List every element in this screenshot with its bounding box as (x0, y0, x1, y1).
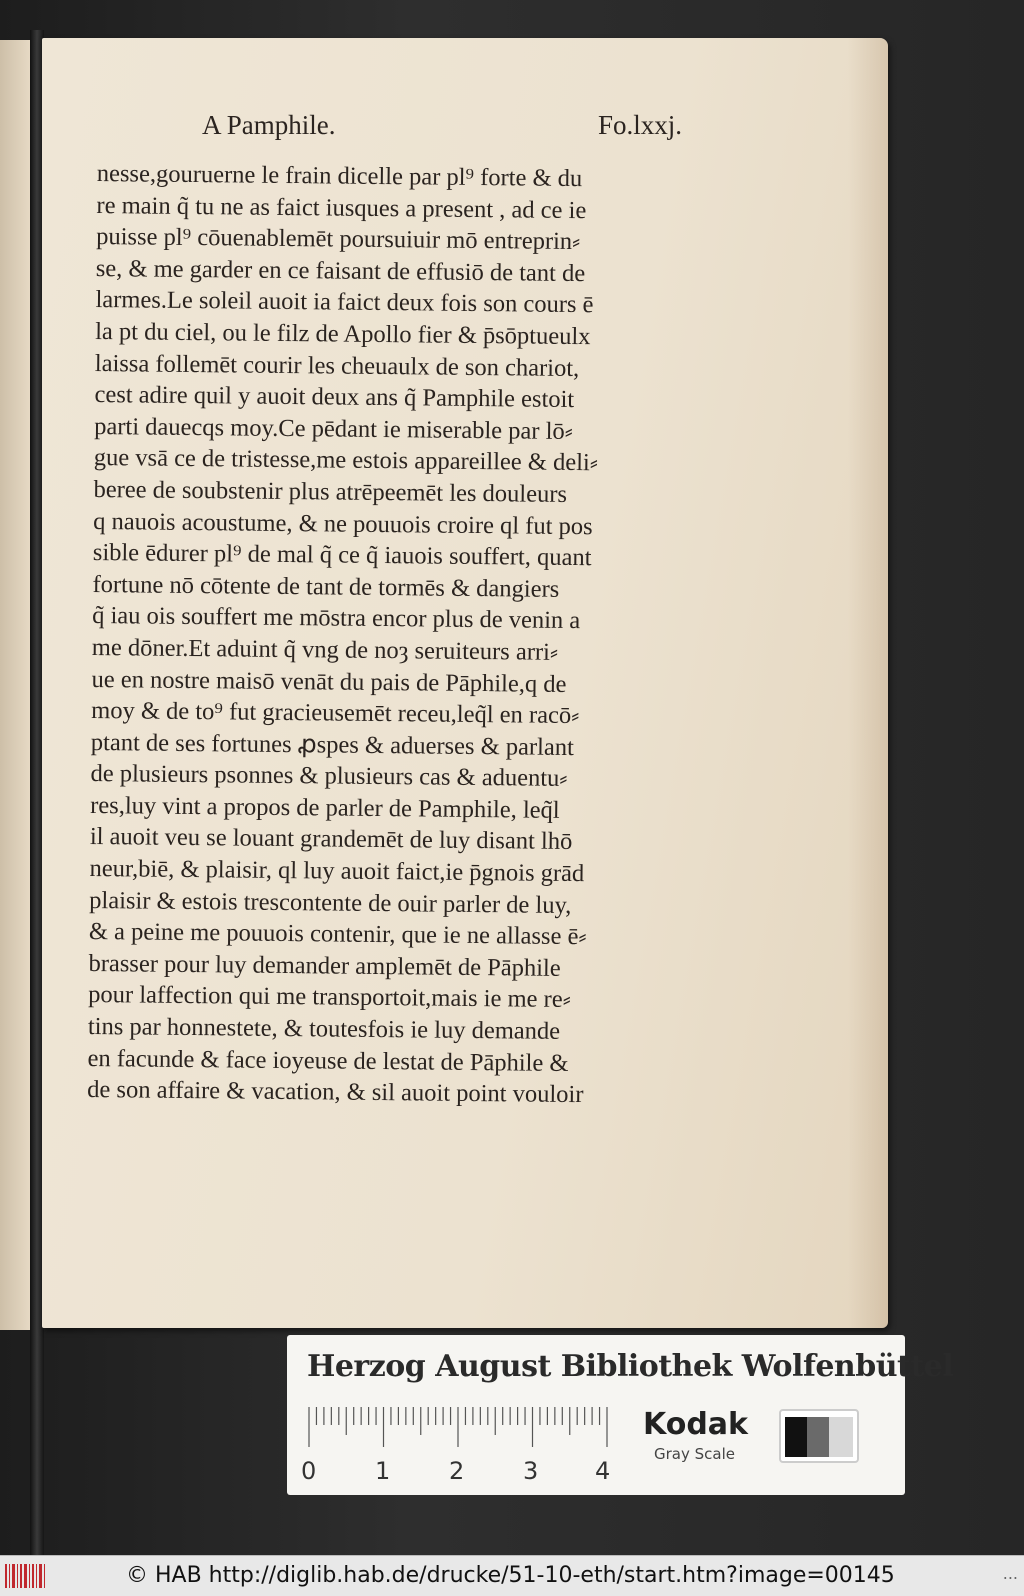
gray-scale-label: Gray Scale (654, 1445, 735, 1463)
gray-swatch-light (829, 1417, 853, 1457)
text-line: il auoit veu se louant grandemēt de luy disant lhō (89, 823, 573, 856)
gray-scale-patch (779, 1409, 859, 1463)
gray-swatch-black (785, 1417, 809, 1457)
text-line: tins par honnestete, & toutesfois ie luy demande (87, 1012, 561, 1045)
barcode-icon (4, 1562, 46, 1590)
text-line: pour laffection qui me transportoit,mais ie me re⸗ (88, 981, 571, 1014)
text-line: ue en nostre maisō venāt du pais de Pāphile,q de (91, 665, 567, 698)
text-line: moy & de to⁹ fut gracieusemēt receu,leq̃l en racō⸗ (91, 697, 580, 730)
text-line: plaisir & estois trescontente de ouir parler de luy, (89, 886, 572, 919)
ruler-scale (307, 1405, 619, 1450)
text-line: res,luy vint a propos de parler de Pamphile, leq̃l (90, 791, 560, 824)
running-head (202, 110, 682, 150)
text-line: en facunde & face ioyeuse de lestat de Pāphile & (87, 1044, 569, 1077)
text-line: parti dauecqs moy.Ce pēdant ie miserable par lō⸗ (94, 412, 574, 445)
ruler-label: 2 (449, 1457, 465, 1485)
ruler-label: 0 (301, 1457, 317, 1485)
text-line: me dōner.Et aduint q̃ vng de noȝ seruiteurs arri⸗ (91, 633, 559, 666)
folio-number: Fo.lxxj. (597, 110, 682, 140)
text-line: gue vsā ce de tristesse,me estois appareillee & deli⸗ (93, 444, 599, 477)
text-line: neur,biē, & plaisir, ql luy auoit faict,ie p̄gnois grād (89, 855, 585, 888)
kodak-logo: Kodak (643, 1407, 748, 1442)
more-icon[interactable]: ... (1002, 1564, 1018, 1583)
text-line: & a peine me pouuois contenir, que ie ne allasse ē⸗ (88, 918, 587, 951)
copyright-url[interactable]: © HAB http://diglib.hab.de/drucke/51-10-eth/start.htm?image=00145 (126, 1563, 895, 1588)
text-line: ptant de ses fortunes ꝓspes & aduerses & parlant (90, 728, 574, 761)
previous-page-edge (0, 40, 30, 1330)
text-line: cest adire quil y auoit deux ans q̃ Pamphile estoit (94, 381, 575, 414)
gray-swatch-mid (807, 1417, 831, 1457)
text-line: sible ēdurer pl⁹ de mal q̃ ce q̃ iauois souffert, quant (92, 539, 592, 572)
text-line: de plusieurs psonnes & plusieurs cas & aduentu⸗ (90, 760, 568, 793)
text-line: q̃ iau ois souffert me mōstra encor plus de venin a (92, 602, 581, 635)
library-name: Herzog August Bibliothek Wolfenbüttel (307, 1349, 954, 1384)
text-line: beree de soubstenir plus atrēpeemēt les douleurs (93, 475, 568, 508)
text-line: de son affaire & vacation, & sil auoit point vouloir (87, 1076, 584, 1109)
running-head-title: A Pamphile. (202, 110, 336, 140)
text-line: nesse,gouruerne le frain dicelle par pl⁹ forte & du (96, 159, 583, 193)
text-line: se, & me garder en ce faisant de effusiō de tant de (95, 254, 586, 287)
text-line: re main q̃ tu ne as faict iusques a present , ad ce ie (96, 191, 587, 224)
ruler-label: 4 (595, 1457, 611, 1485)
text-line: larmes.Le soleil auoit ia faict deux fois son cours ē (95, 286, 594, 319)
text-line: fortune nō cōtente de tant de tormēs & dangiers (92, 570, 560, 603)
text-line: puisse pl⁹ cōuenablemēt poursuiuir mō entreprin⸗ (96, 223, 581, 256)
text-line: brasser pour luy demander amplemēt de Pāphile (88, 949, 561, 982)
ruler-label: 1 (375, 1457, 391, 1485)
page-text-block (87, 158, 717, 1112)
status-bar (0, 1555, 1024, 1596)
color-calibration-target (287, 1335, 954, 1495)
book-page (42, 38, 888, 1328)
text-line: la pt du ciel, ou le filz de Apollo fier & p̄sōptueulx (95, 317, 591, 351)
ruler-label: 3 (523, 1457, 539, 1485)
text-line: laissa follemēt courir les cheuaulx de son chariot, (94, 349, 580, 382)
text-line: q nauois acoustume, & ne pouuois croire ql fut pos (93, 507, 593, 540)
